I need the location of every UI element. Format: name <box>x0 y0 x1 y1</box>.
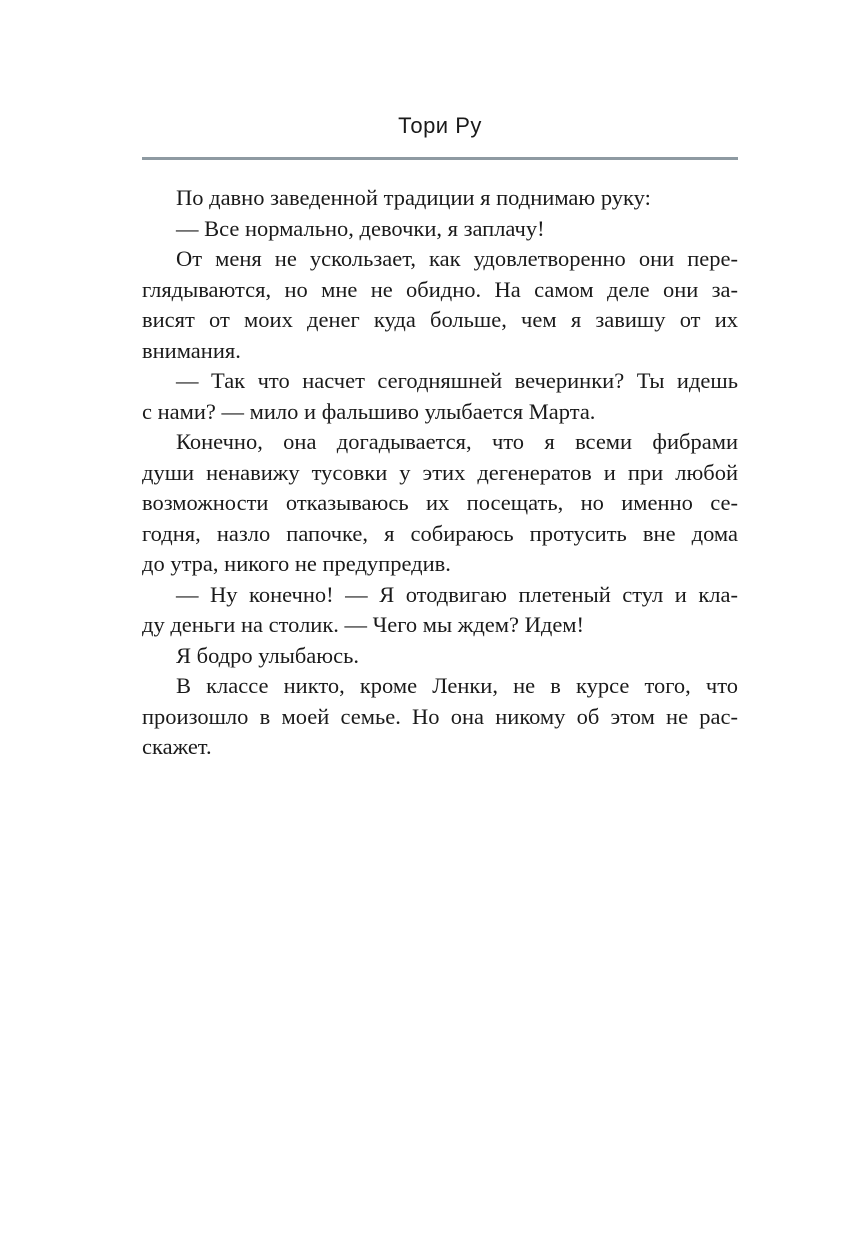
running-head: Тори Ру <box>398 113 482 138</box>
text-line: От меня не ускользает, как удовлетворенно они пере- <box>176 246 738 271</box>
text-line: ду деньги на столик. — Чего мы ждем? Идем! <box>142 612 585 637</box>
paragraph <box>142 214 738 245</box>
text-line: души ненавижу тусовки у этих дегенератов и при любой <box>142 459 738 485</box>
paragraph <box>142 671 738 763</box>
text-line: с нами? — мило и фальшиво улыбается Марта. <box>142 398 596 424</box>
paragraph <box>142 244 738 366</box>
paragraph <box>142 580 738 641</box>
text-line: возможности отказываюсь их посещать, но именно се- <box>142 490 738 515</box>
body-text <box>142 183 738 763</box>
paragraph <box>142 427 738 580</box>
paragraph <box>142 366 738 427</box>
text-line: внимания. <box>142 337 241 363</box>
text-line: По давно заведенной традиции я поднимаю руку: <box>176 185 651 210</box>
text-line: В классе никто, кроме Ленки, не в курсе того, что <box>176 673 738 698</box>
paragraph <box>142 183 738 214</box>
text-line: Конечно, она догадывается, что я всеми фибрами <box>176 429 738 454</box>
paragraph <box>142 641 738 672</box>
text-line: Я бодро улыбаюсь. <box>176 642 359 668</box>
text-line: висят от моих денег куда больше, чем я завишу от их <box>142 307 738 332</box>
text-line: годня, назло папочке, я собираюсь протусить вне дома <box>142 520 738 546</box>
header-rule <box>142 157 738 160</box>
text-line: — Все нормально, девочки, я заплачу! <box>176 215 545 241</box>
text-line: до утра, никого не предупредив. <box>142 551 451 576</box>
text-line: — Ну конечно! — Я отодвигаю плетеный стул и кла- <box>176 581 738 607</box>
text-line: произошло в моей семье. Но она никому об этом не рас- <box>142 703 738 729</box>
text-line: — Так что насчет сегодняшней вечеринки? Ты идешь <box>176 368 738 393</box>
text-line: скажет. <box>142 734 212 759</box>
text-line: глядываются, но мне не обидно. На самом деле они за- <box>142 276 738 302</box>
